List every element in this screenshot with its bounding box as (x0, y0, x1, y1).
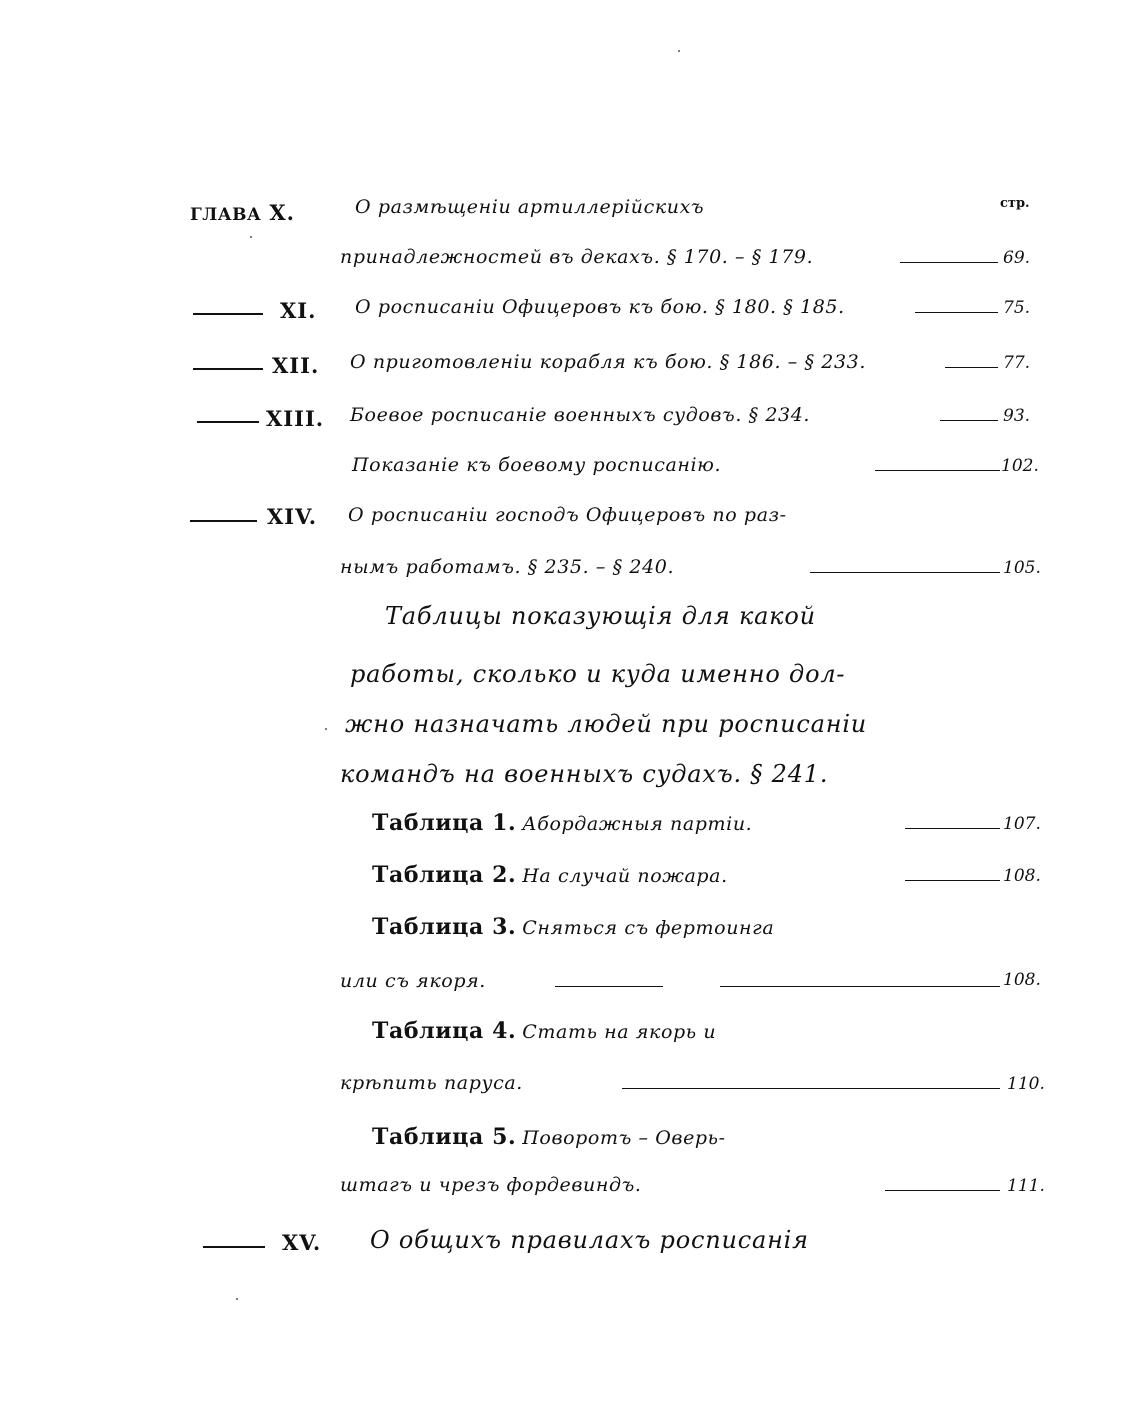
toc-entry (0, 1014, 1140, 1054)
table-label: Таблица 4. (372, 1018, 517, 1044)
chapter-label (280, 298, 316, 323)
entry-title (372, 914, 774, 940)
page-number: 111. (1007, 1176, 1045, 1196)
page-number: 93. (1003, 406, 1031, 426)
entry-title: О размѣщеніи артиллерійскихъ (355, 196, 705, 218)
paper-speck (678, 50, 680, 52)
chapter-number: XIV. (267, 504, 318, 529)
table-label: Таблица 5. (372, 1124, 517, 1150)
toc-entry (0, 398, 1140, 438)
toc-entry (0, 756, 1140, 796)
dot-leader (875, 470, 1000, 471)
table-label: Таблица 3. (372, 914, 517, 940)
table-caption: Сняться съ фертоинга (522, 917, 775, 939)
dot-leader (555, 986, 663, 987)
page-number: 108. (1003, 866, 1041, 886)
dot-leader (945, 367, 998, 368)
toc-entry (0, 290, 1140, 330)
chapter-number: XI. (280, 298, 317, 323)
entry-title: штагъ и чрезъ фордевиндъ. (340, 1174, 642, 1196)
page-number: 102. (1001, 456, 1039, 476)
page-number: 108. (1003, 970, 1041, 990)
chapter-label (272, 353, 319, 378)
toc-entry (0, 706, 1140, 746)
entry-title: нымъ работамъ. § 235. – § 240. (340, 556, 675, 578)
chapter-number: X. (269, 200, 295, 225)
chapter-number: XII. (272, 353, 320, 378)
toc-entry (0, 1120, 1140, 1160)
dot-leader (905, 828, 1000, 829)
ditto-dash (197, 421, 259, 423)
entry-title (372, 1018, 716, 1044)
entry-title: О общихъ правилахъ росписанія (370, 1226, 809, 1254)
chapter-word: ГЛАВА (190, 205, 262, 225)
toc-entry (0, 190, 1140, 230)
dot-leader (622, 1088, 1000, 1089)
entry-title: командъ на военныхъ судахъ. § 241. (340, 760, 829, 788)
page-number: 69. (1003, 248, 1031, 268)
toc-entry (0, 448, 1140, 488)
toc-entry (0, 1222, 1140, 1262)
entry-title (372, 810, 752, 836)
ditto-dash (193, 368, 263, 370)
toc-entry (0, 910, 1140, 950)
ditto-dash (193, 313, 263, 315)
entry-title: О приготовленіи корабля къ бою. § 186. – § 233. (350, 351, 866, 373)
toc-entry (0, 964, 1140, 1004)
page-number: 75. (1003, 298, 1031, 318)
page-number: 110. (1007, 1074, 1045, 1094)
toc-entry (0, 1066, 1140, 1106)
chapter-label (267, 504, 317, 529)
toc-entry (0, 345, 1140, 385)
chapter-label (266, 406, 324, 431)
chapter-number: XV. (282, 1230, 322, 1255)
dot-leader (720, 986, 1000, 987)
page-number: 77. (1003, 353, 1031, 373)
page-column-header: стр. (1000, 196, 1030, 211)
dot-leader (885, 1190, 1000, 1191)
paper-speck (325, 728, 327, 730)
paper-speck (236, 1298, 238, 1300)
table-caption: Стать на якорь и (522, 1021, 717, 1043)
table-caption: Абордажныя партіи. (522, 813, 753, 835)
entry-title: О росписаніи Офицеровъ къ бою. § 180. § 185. (355, 296, 845, 318)
page-number: 107. (1003, 814, 1041, 834)
entry-title: О росписаніи господъ Офицеровъ по раз- (348, 504, 787, 526)
entry-title (372, 1124, 726, 1150)
dot-leader (915, 312, 998, 313)
entry-title: работы, сколько и куда именно дол- (350, 660, 846, 688)
paper-speck (250, 236, 252, 238)
dot-leader (940, 420, 998, 421)
page-number: 105. (1003, 558, 1041, 578)
chapter-label (282, 1230, 321, 1255)
table-label: Таблица 1. (372, 810, 517, 836)
toc-entry (0, 498, 1140, 538)
ditto-dash (190, 520, 257, 522)
chapter-label (190, 200, 295, 225)
entry-title (372, 862, 728, 888)
toc-entry (0, 858, 1140, 898)
entry-title: Боевое росписаніе военныхъ судовъ. § 234. (350, 404, 811, 426)
toc-entry (0, 550, 1140, 590)
entry-title: Показаніе къ боевому росписанію. (352, 454, 722, 476)
table-label: Таблица 2. (372, 862, 517, 888)
dot-leader (810, 572, 1000, 573)
table-caption: Поворотъ – Оверь- (522, 1127, 726, 1149)
toc-entry (0, 240, 1140, 280)
entry-title: Таблицы показующія для какой (385, 602, 816, 630)
chapter-number: XIII. (266, 406, 325, 431)
dot-leader (905, 880, 1000, 881)
entry-title: принадлежностей въ декахъ. § 170. – § 179. (340, 246, 814, 268)
table-caption: На случай пожара. (522, 865, 728, 887)
dot-leader (900, 262, 998, 263)
toc-entry (0, 598, 1140, 638)
ditto-dash (203, 1246, 265, 1248)
entry-title: или съ якоря. (340, 970, 486, 992)
entry-title: жно назначать людей при росписаніи (345, 710, 868, 738)
toc-entry (0, 1168, 1140, 1208)
toc-entry (0, 806, 1140, 846)
entry-title: крѣпить паруса. (340, 1072, 523, 1094)
toc-entry (0, 656, 1140, 696)
